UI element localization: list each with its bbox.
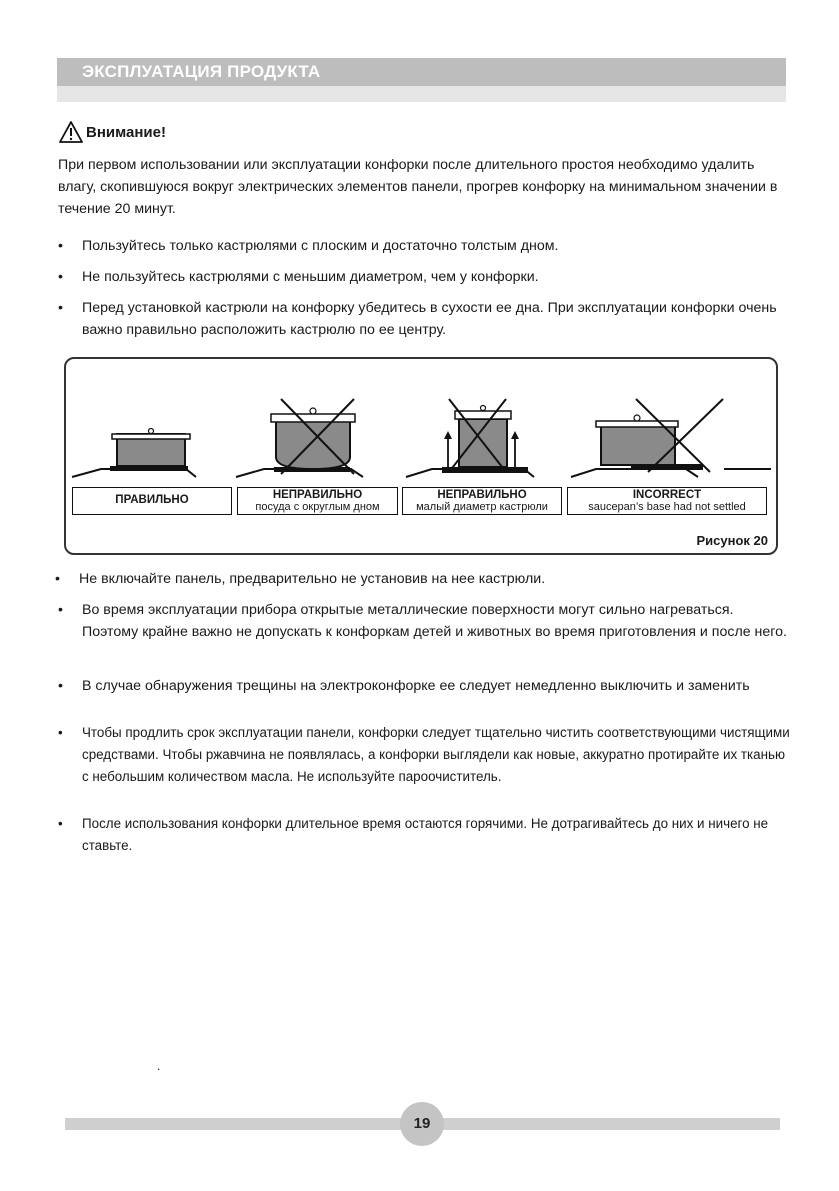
warning-triangle-icon (58, 120, 84, 144)
list-item: • Перед установкой кастрюли на конфорку убедитесь в сухости ее дна. При эксплуатации конфорки очень важно правильно расположить кастрюлю по ее центру. (82, 297, 792, 341)
small-diameter-pot-illustration (406, 399, 534, 477)
list-item: • Не пользуйтесь кастрюлями с меньшим диаметром, чем у конфорки. (82, 266, 792, 288)
section-header-bar (57, 58, 786, 86)
figure-20 (64, 357, 778, 555)
list-item: • В случае обнаружения трещины на электроконфорке ее следует немедленно выключить и заменить (82, 675, 792, 697)
page-number: 19 (400, 1102, 444, 1146)
figure-label-small-diameter: НЕПРАВИЛЬНО малый диаметр кастрюли (402, 487, 562, 515)
list-item: • Чтобы продлить срок эксплуатации панели, конфорки следует тщательно чистить соответствующими чистящими средствами. Чтобы ржавчина не появлялась, а конфорки выглядели как новые, аккуратно протирайте их тканью с небольшим количеством масла. Не используйте пароочиститель. (82, 722, 792, 788)
intro-paragraph: При первом использовании или эксплуатации конфорки после длительного простоя необходимо удалить влагу, скопившуюся вокруг электрических элементов панели, прогрев конфорку на минимальном значении в течение 20 минут. (58, 157, 778, 217)
figure-caption: Рисунок 20 (696, 533, 768, 548)
correct-pot-illustration (72, 429, 196, 478)
stray-dot: . (157, 1059, 161, 1073)
list-item: • Пользуйтесь только кастрюлями с плоским и достаточно толстым дном. (82, 235, 792, 257)
section-header-underlay (57, 86, 786, 102)
rounded-bottom-pot-illustration (236, 399, 363, 477)
figure-label-rounded-bottom: НЕПРАВИЛЬНО посуда с округлым дном (237, 487, 398, 515)
section-title: ЭКСПЛУАТАЦИЯ ПРОДУКТА (82, 62, 321, 81)
warning-label: Внимание! (86, 123, 166, 141)
list-item: • Не включайте панель, предварительно не установив на нее кастрюли. (79, 568, 789, 590)
warning-heading (58, 120, 166, 144)
list-item: • После использования конфорки длительное время остаются горячими. Не дотрагивайтесь до них и ничего не ставьте. (82, 813, 792, 857)
figure-label-correct: ПРАВИЛЬНО (72, 487, 232, 515)
cookware-illustration (66, 359, 775, 552)
list-item: • Во время эксплуатации прибора открытые металлические поверхности могут сильно нагреваться. Поэтому крайне важно не допускать к конфоркам детей и животных во время приготовления и после него. (82, 599, 792, 643)
unsettled-base-pot-illustration (571, 399, 771, 477)
figure-label-unsettled-base: INCORRECT saucepan’s base had not settled (567, 487, 767, 515)
